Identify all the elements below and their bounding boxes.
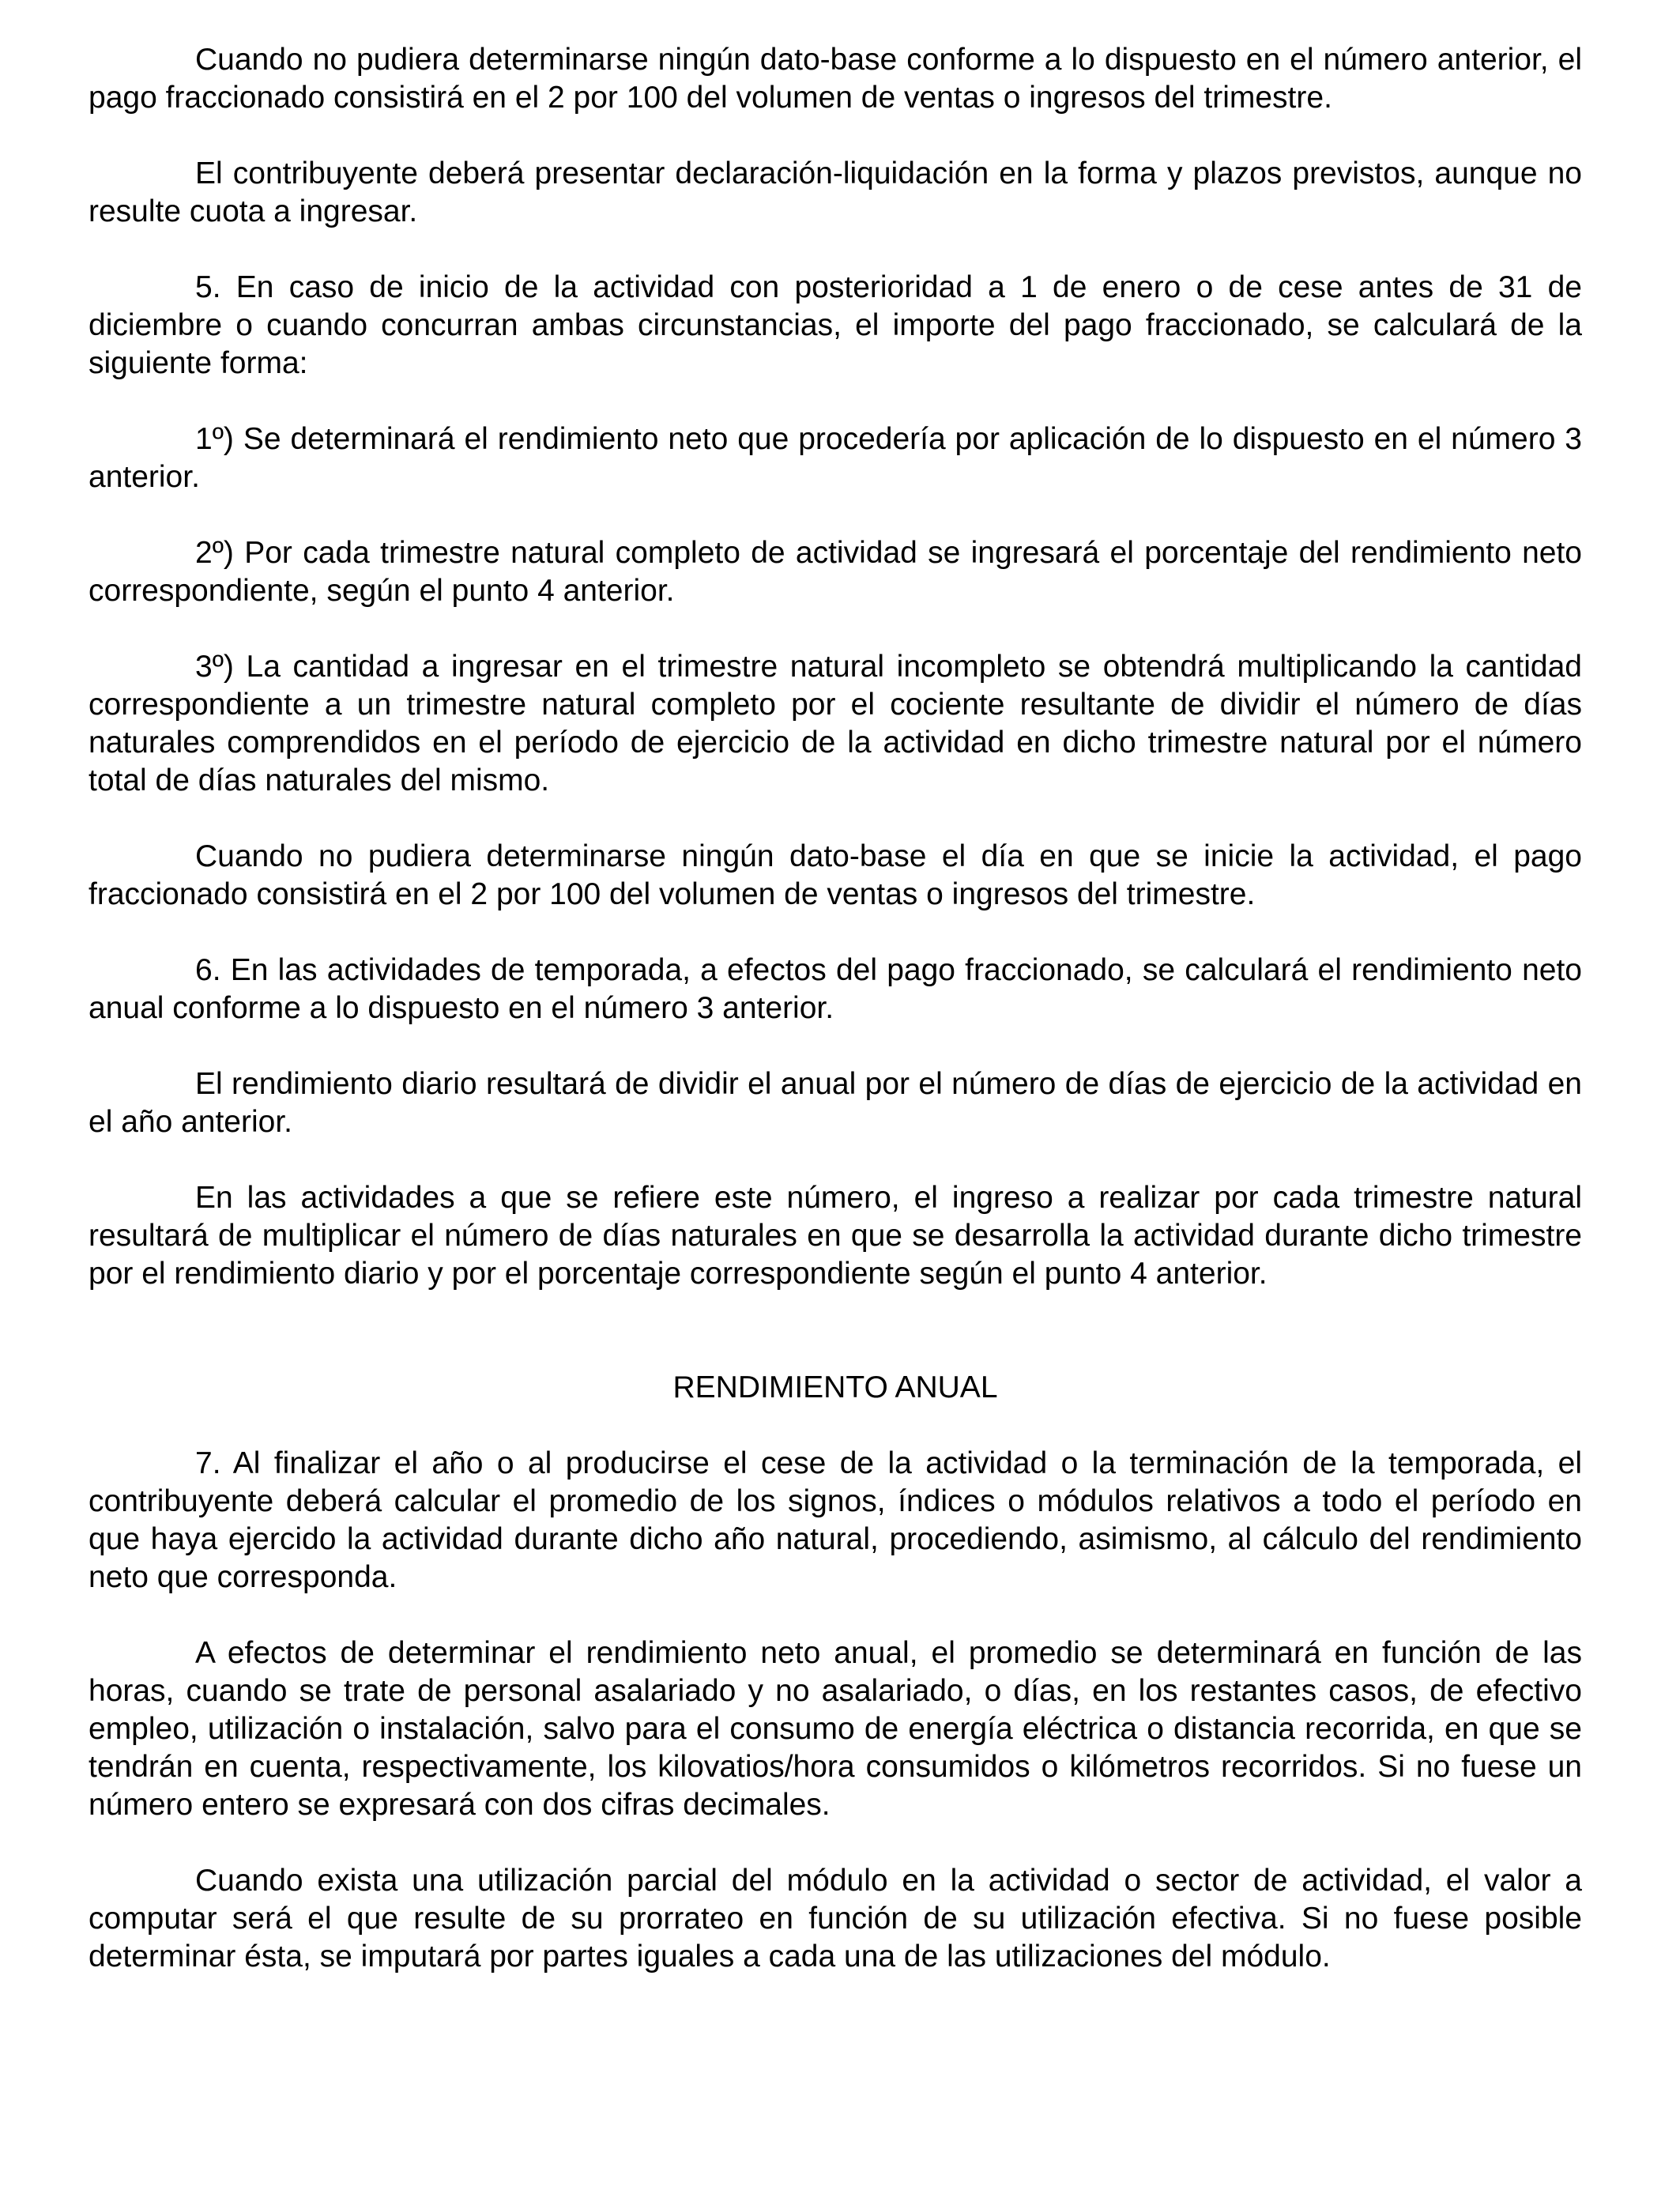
paragraph: 3º) La cantidad a ingresar en el trimestre natural incompleto se obtendrá multiplicando la cantidad correspondiente a un trimestre natural completo por el cociente resultante de dividir el número de días naturales comprendidos en el período de ejercicio de la actividad en dicho trimestre natural por el número total de días naturales del mismo. — [89, 650, 1582, 797]
section-heading: RENDIMIENTO ANUAL — [672, 1370, 998, 1404]
paragraph: 7. Al finalizar el año o al producirse el cese de la actividad o la terminación de la temporada, el contribuyente deberá calcular el promedio de los signos, índices o módulos relativos a todo el período en que haya ejercido la actividad durante dicho año natural, procediendo, asimismo, al cálculo del rendimiento neto que corresponda. — [89, 1446, 1582, 1594]
paragraph: 2º) Por cada trimestre natural completo de actividad se ingresará el porcentaje del rendimiento neto correspondiente, según el punto 4 anterior. — [89, 536, 1582, 608]
paragraph: En las actividades a que se refiere este número, el ingreso a realizar por cada trimestre natural resultará de multiplicar el número de días naturales en que se desarrolla la actividad durante dicho trimestre por el rendimiento diario y por el porcentaje correspondiente según el punto 4 anterior. — [89, 1181, 1582, 1291]
paragraph: Cuando exista una utilización parcial del módulo en la actividad o sector de actividad, el valor a computar será el que resulte de su prorrateo en función de su utilización efectiva. Si no fuese posible determinar ésta, se imputará por partes iguales a cada una de las utilizaciones del módulo. — [89, 1864, 1582, 1973]
paragraph: El rendimiento diario resultará de dividir el anual por el número de días de ejercicio de la actividad en el año anterior. — [89, 1067, 1582, 1139]
paragraph: A efectos de determinar el rendimiento neto anual, el promedio se determinará en función de las horas, cuando se trate de personal asalariado y no asalariado, o días, en los restantes casos, de efectivo empleo, utilización o instalación, salvo para el consumo de energía eléctrica o distancia recorrida, en que se tendrán en cuenta, respectivamente, los kilovatios/hora consumidos o kilómetros recorridos. Si no fuese un número entero se expresará con dos cifras decimales. — [89, 1636, 1582, 1822]
paragraph: 1º) Se determinará el rendimiento neto que procedería por aplicación de lo dispuesto en el número 3 anterior. — [89, 422, 1582, 494]
paragraph: Cuando no pudiera determinarse ningún dato-base el día en que se inicie la actividad, el pago fraccionado consistirá en el 2 por 100 del volumen de ventas o ingresos del trimestre. — [89, 839, 1582, 911]
paragraph: El contribuyente deberá presentar declaración-liquidación en la forma y plazos previstos, aunque no resulte cuota a ingresar. — [89, 156, 1582, 228]
paragraph: 5. En caso de inicio de la actividad con posterioridad a 1 de enero o de cese antes de 31 de diciembre o cuando concurran ambas circunstancias, el importe del pago fraccionado, se calculará de la siguiente forma: — [89, 270, 1582, 380]
paragraph: 6. En las actividades de temporada, a efectos del pago fraccionado, se calculará el rendimiento neto anual conforme a lo dispuesto en el número 3 anterior. — [89, 953, 1582, 1025]
paragraph: Cuando no pudiera determinarse ningún dato-base conforme a lo dispuesto en el número anterior, el pago fraccionado consistirá en el 2 por 100 del volumen de ventas o ingresos del trimestre. — [89, 43, 1582, 115]
document-page — [89, 41, 1582, 1976]
